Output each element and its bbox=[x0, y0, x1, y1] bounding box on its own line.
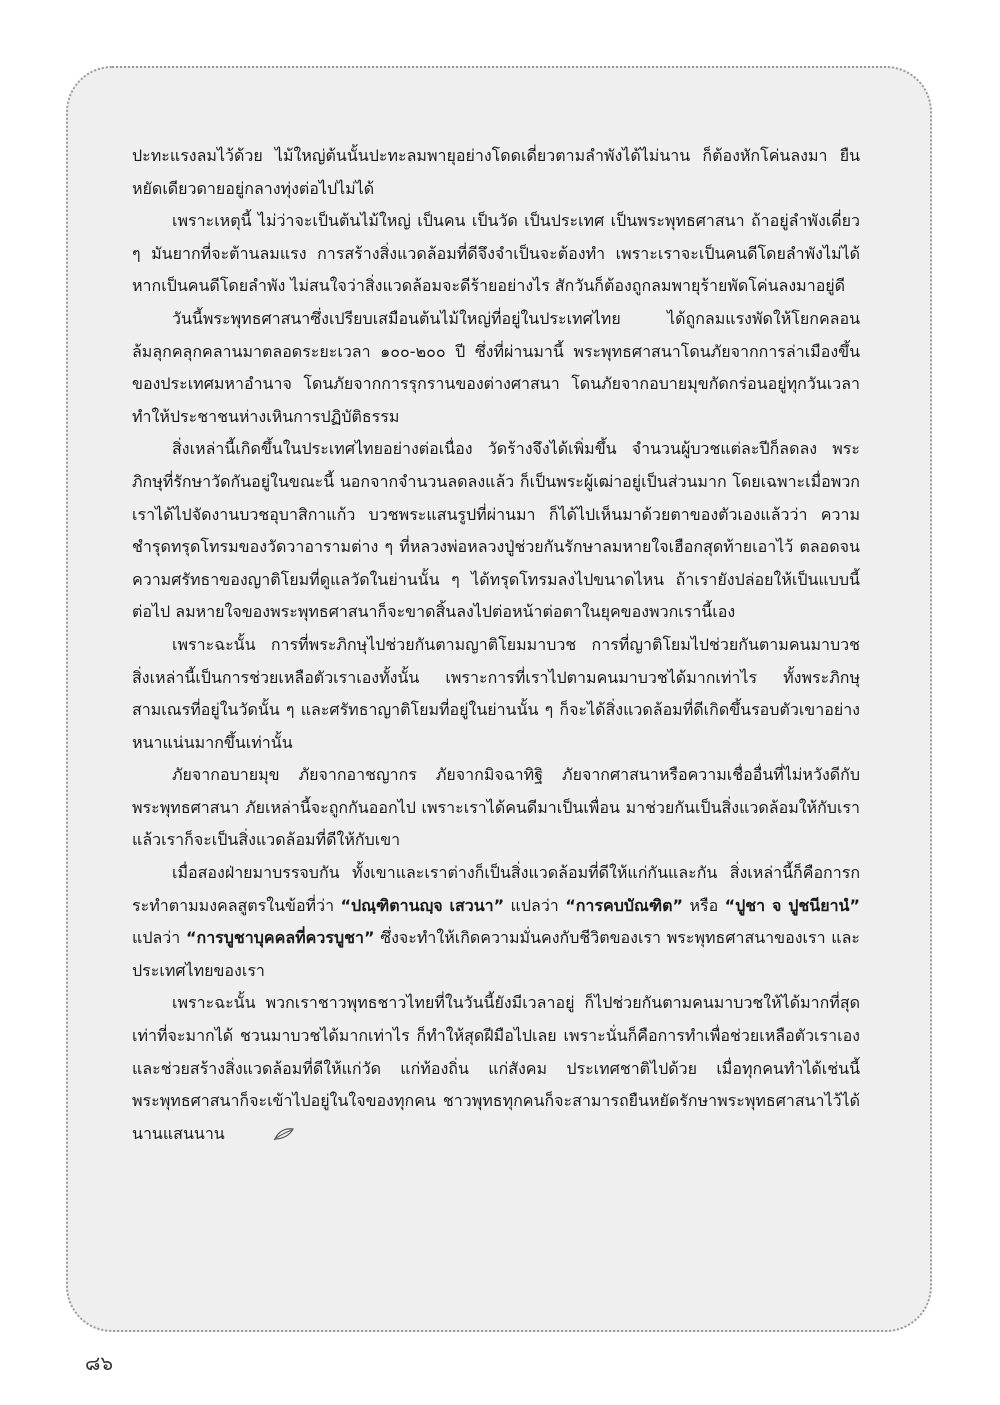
paragraph-4: สิ่งเหล่านี้เกิดขึ้นในประเทศไทยอย่างต่อเนื่อง วัดร้างจึงได้เพิ่มขึ้น จำนวนผู้บวชแต่ละปีก็ลดลง พระภิกษุที่รักษาวัดกันอยู่ในขณะนี้ นอกจากจำนวนลดลงแล้ว ก็เป็นพระผู้เฒ่าอยู่เป็นส่วนมาก โดยเฉพาะเมื่อพวกเราได้ไปจัดงานบวชอุบาสิกาแก้ว บวชพระแสนรูปที่ผ่านมา ก็ได้ไปเห็นมาด้วยตาของตัวเองแล้วว่า ความชำรุดทรุดโทรมของวัดวาอารามต่าง ๆ ที่หลวงพ่อหลวงปู่ช่วยกันรักษาลมหายใจเฮือกสุดท้ายเอาไว้ ตลอดจนความศรัทธาของญาติโยมที่ดูแลวัดในย่านนั้น ๆ ได้ทรุดโทรมลงไปขนาดไหน ถ้าเรายังปล่อยให้เป็นแบบนี้ต่อไป ลมหายใจของพระพุทธศาสนาก็จะขาดสิ้นลงไปต่อหน้าต่อตาในยุคของพวกเรานี้เอง bbox=[132, 439, 860, 622]
leaf-end-icon bbox=[233, 1120, 255, 1134]
pali-quote-2: “ปูชา จ ปูชนียานํ” bbox=[724, 895, 861, 915]
paragraph-2: เพราะเหตุนี้ ไม่ว่าจะเป็นต้นไม้ใหญ่ เป็นคน เป็นวัด เป็นประเทศ เป็นพระพุทธศาสนา ถ้าอยู่ลำพังเดี่ยว ๆ มันยากที่จะต้านลมแรง การสร้างสิ่งแวดล้อมที่ดีจึงจำเป็นจะต้องทำ เพราะเราจะเป็นคนดีโดยลำพังไม่ได้ หากเป็นคนดีโดยลำพัง ไม่สนใจว่าสิ่งแวดล้อมจะดีร้ายอย่างไร สักวันก็ต้องถูกลมพายุร้ายพัดโค่นลงมาอยู่ดี bbox=[132, 211, 860, 296]
para7-text-2: แปลว่า bbox=[510, 895, 559, 915]
para7-text-4: แปลว่า bbox=[132, 928, 181, 948]
pali-quote-1: “ปณฺฑิตานญฺจ เสวนา” bbox=[340, 895, 505, 915]
paragraph-5: เพราะฉะนั้น การที่พระภิกษุไปช่วยกันตามญาติโยมมาบวช การที่ญาติโยมไปช่วยกันตามคนมาบวช สิ่งเหล่านี้เป็นการช่วยเหลือตัวเราเองทั้งนั้น เพราะการที่เราไปตามคนมาบวชได้มากเท่าไร ทั้งพระภิกษุสามเณรที่อยู่ในวัดนั้น ๆ และศรัทธาญาติโยมที่อยู่ในย่านนั้น ๆ ก็จะได้สิ่งแวดล้อมที่ดีเกิดขึ้นรอบตัวเขาอย่างหนาแน่นมากขึ้นเท่านั้น bbox=[132, 634, 860, 752]
para7-text-3: หรือ bbox=[689, 895, 719, 915]
paragraph-1: ปะทะแรงลมไว้ด้วย ไม้ใหญ่ต้นนั้นปะทะลมพายุอย่างโดดเดี่ยวตามลำพังได้ไม่นาน ก็ต้องหักโค่นลงมา ยืนหยัดเดียวดายอยู่กลางทุ่งต่อไปไม่ได้ bbox=[132, 146, 860, 198]
paragraph-3: วันนี้พระพุทธศาสนาซึ่งเปรียบเสมือนต้นไม้ใหญ่ที่อยู่ในประเทศไทย ได้ถูกลมแรงพัดให้โยกคลอน ล้มลุกคลุกคลานมาตลอดระยะเวลา ๑๐๐-๒๐๐ ปี ซึ่งที่ผ่านมานี้ พระพุทธศาสนาโดนภัยจากการล่าเมืองขึ้นของประเทศมหาอำนาจ โดนภัยจากการรุกรานของต่างศาสนา โดนภัยจากอบายมุขกัดกร่อนอยู่ทุกวันเวลา ทำให้ประชาชนห่างเหินการปฏิบัติธรรม bbox=[132, 308, 860, 426]
paragraph-8 bbox=[132, 987, 860, 1150]
paragraph-6: ภัยจากอบายมุข ภัยจากอาชญากร ภัยจากมิจฉาทิฐิ ภัยจากศาสนาหรือความเชื่ออื่นที่ไม่หวังดีกับพระพุทธศาสนา ภัยเหล่านี้จะถูกกันออกไป เพราะเราได้คนดีมาเป็นเพื่อน มาช่วยกันเป็นสิ่งแวดล้อมให้กับเรา แล้วเราก็จะเป็นสิ่งแวดล้อมที่ดีให้กับเขา bbox=[132, 765, 860, 850]
article-body bbox=[132, 140, 860, 1150]
translation-quote-2: “การบูชาบุคคลที่ควรบูชา” bbox=[185, 928, 375, 948]
para7-text-5: ซึ่งจะทำให้เกิดความมั่นคงกับชีวิตของเรา พระพุทธศาสนาของเรา และประเทศไทยของเรา bbox=[132, 928, 860, 980]
page-number: ๘๖ bbox=[85, 1351, 114, 1375]
translation-quote-1: “การคบบัณฑิต” bbox=[565, 895, 684, 915]
para7-text-1: เมื่อสองฝ่ายมาบรรจบกัน ทั้งเขาและเราต่างก็เป็นสิ่งแวดล้อมที่ดีให้แก่กันและกัน สิ่งเหล่านี้ก็คือการกระทำตามมงคลสูตรในข้อที่ว่า bbox=[132, 863, 860, 915]
paragraph-8-text: เพราะฉะนั้น พวกเราชาวพุทธชาวไทยที่ในวันนี้ยังมีเวลาอยู่ ก็ไปช่วยกันตามคนมาบวชให้ได้มากที่สุดเท่าที่จะมากได้ ชวนมาบวชได้มากเท่าไร ก็ทำให้สุดฝีมือไปเลย เพราะนั่นก็คือการทำเพื่อช่วยเหลือตัวเราเอง และช่วยสร้างสิ่งแวดล้อมที่ดีให้แก่วัด แก่ท้องถิ่น แก่สังคม ประเทศชาติไปด้วย เมื่อทุกคนทำได้เช่นนี้ พระพุทธศาสนาก็จะเข้าไปอยู่ในใจของทุกคน ชาวพุทธทุกคนก็จะสามารถยืนหยัดรักษาพระพุทธศาสนาไว้ได้นานแสนนาน bbox=[132, 993, 860, 1143]
paragraph-7 bbox=[132, 857, 860, 987]
